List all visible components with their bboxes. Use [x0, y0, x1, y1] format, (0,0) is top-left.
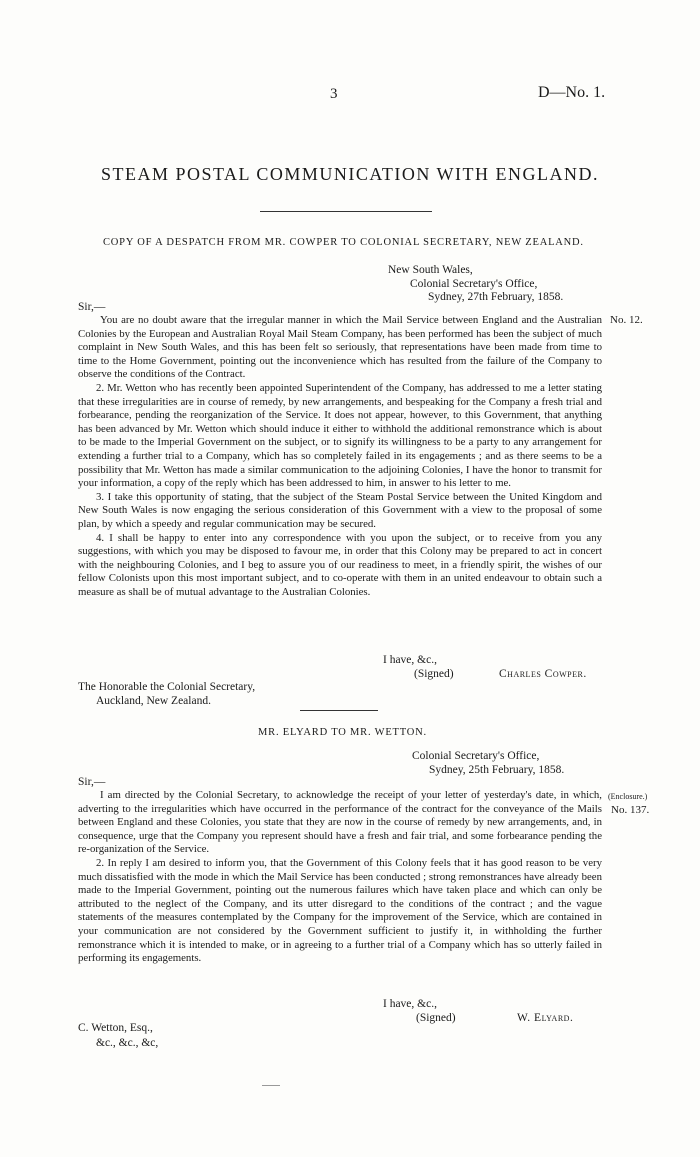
letter1-body: [78, 314, 602, 599]
footer-mark: [262, 1085, 280, 1086]
letter2-signature: W. Elyard.: [517, 1012, 574, 1024]
page-title: STEAM POSTAL COMMUNICATION WITH ENGLAND.: [100, 164, 600, 184]
letter1-paragraph: You are no doubt aware that the irregular manner in which the Mail Service between England and the Australian Colonies by the European and Australian Royal Mail Steam Company, has been performed has been the subject of much complaint in New South Wales, and this has been felt so seriously, that representations have been made from time to time to the Home Government, pointing out the inconvenience which has resulted from the failure of the Company to observe the conditions of the Contract.: [78, 314, 602, 381]
letter2-signed: (Signed): [416, 1012, 456, 1024]
page-number: 3: [330, 86, 338, 102]
letter1-address-line-2: Colonial Secretary's Office,: [410, 278, 538, 290]
letter2-recipient-line-2: &c., &c., &c,: [96, 1037, 159, 1049]
letter1-paragraph: 2. Mr. Wetton who has recently been appointed Superintendent of the Company, has addressed to me a letter stating that these irregularities are in course of remedy, by new arrangements, and bespeaking for the Company a fresh trial and forbearance, pending the reorganization of the Service. It does not appear, however, to this Government, that anything has been advanced by Mr. Wetton which should induce it either to withhold the additional remonstrance which is about to be made to the Imperial Government on the subject, or to signify its willingness to be a party to any arrangement for extending a further trial to a Company, which has so completely failed in its engagements ; and as there seems to be a possibility that Mr. Wetton has made a similar communication to the adjoining Colonies, I have the honor to transmit for your information, a copy of the reply which has been addressed to him, in answer to his letter to me.: [78, 381, 602, 490]
letter1-paragraph: 3. I take this opportunity of stating, that the subject of the Steam Postal Service between the United Kingdom and New South Wales is now engaging the serious consideration of this Government with a view to the proposal of some plan, by which a speedy and regular communication may be secured.: [78, 490, 602, 530]
letter1-address-line-3: Sydney, 27th February, 1858.: [428, 291, 564, 303]
letter2-salutation: Sir,—: [78, 776, 106, 788]
letter2-body: [78, 789, 602, 966]
letter1-closing: I have, &c.,: [383, 654, 437, 666]
letter2-paragraph: 2. In reply I am desired to inform you, that the Government of this Colony feels that it has good reason to be very much dissatisfied with the mode in which the Mail Service has been conducted ; strong remonstrances have already been made to the Imperial Government, pointing out the numerous failures which have taken place and which can only be attributed to the neglect of the Company, and its utter disregard to the conditions of the contract ; and the vague statements of the measures contemplated by the Company for the improvement of the Service, which are contained in your communication are not considered by the Government sufficient to justify it, in withholding the further remonstrance which it is intended to make, or in agreeing to a further trial of a Company which has so utterly failed in performing its engagements.: [78, 856, 602, 965]
letter2-heading: MR. ELYARD TO MR. WETTON.: [258, 727, 427, 738]
letter2-paragraph: I am directed by the Colonial Secretary, to acknowledge the receipt of your letter of yesterday's date, in which, adverting to the irregularities which have occurred in the performance of the contract for the conveyance of the Mails between England and these Colonies, you state that they are now in the course of remedy by new arrangements, and, in consequence, urge that the Company you represent should have a fresh and fair trial, and some forbearance pending the re-organization of the Service.: [78, 789, 602, 856]
letter1-salutation: Sir,—: [78, 301, 106, 313]
letter1-recipient-line-1: The Honorable the Colonial Secretary,: [78, 681, 256, 693]
letter1-recipient-line-2: Auckland, New Zealand.: [96, 695, 211, 707]
title-divider: [260, 211, 432, 212]
letter2-margin-ref: No. 137.: [611, 804, 650, 816]
letter2-enclosure-label: (Enclosure.): [608, 792, 648, 801]
letter2-address-line-2: Sydney, 25th February, 1858.: [429, 764, 565, 776]
letter2-closing: I have, &c.,: [383, 998, 437, 1010]
letter1-address-line-1: New South Wales,: [388, 264, 473, 276]
letter1-signature: Charles Cowper.: [499, 668, 587, 680]
letter2-address-line-1: Colonial Secretary's Office,: [412, 750, 540, 762]
letter1-signed: (Signed): [414, 668, 454, 680]
letter-divider: [300, 710, 378, 711]
letter1-paragraph: 4. I shall be happy to enter into any correspondence with you upon the subject, or to receive from you any suggestions, with which you may be disposed to favour me, in order that this Colony may be prepared to act in concert with the neighbouring Colonies, and I beg to assure you of our readiness to meet, in a friendly spirit, the wishes of our fellow Colonists upon this most important subject, and to co-operate with them in an united endeavour to obtain such a measure as shall be of mutual advantage to the Australian Colonies.: [78, 531, 602, 598]
letter2-recipient-line-1: C. Wetton, Esq.,: [78, 1022, 153, 1034]
document-code: D—No. 1.: [538, 84, 606, 101]
letter1-heading: COPY OF A DESPATCH FROM MR. COWPER TO COLONIAL SECRETARY, NEW ZEALAND.: [103, 237, 584, 248]
letter1-margin-ref: No. 12.: [610, 314, 643, 326]
